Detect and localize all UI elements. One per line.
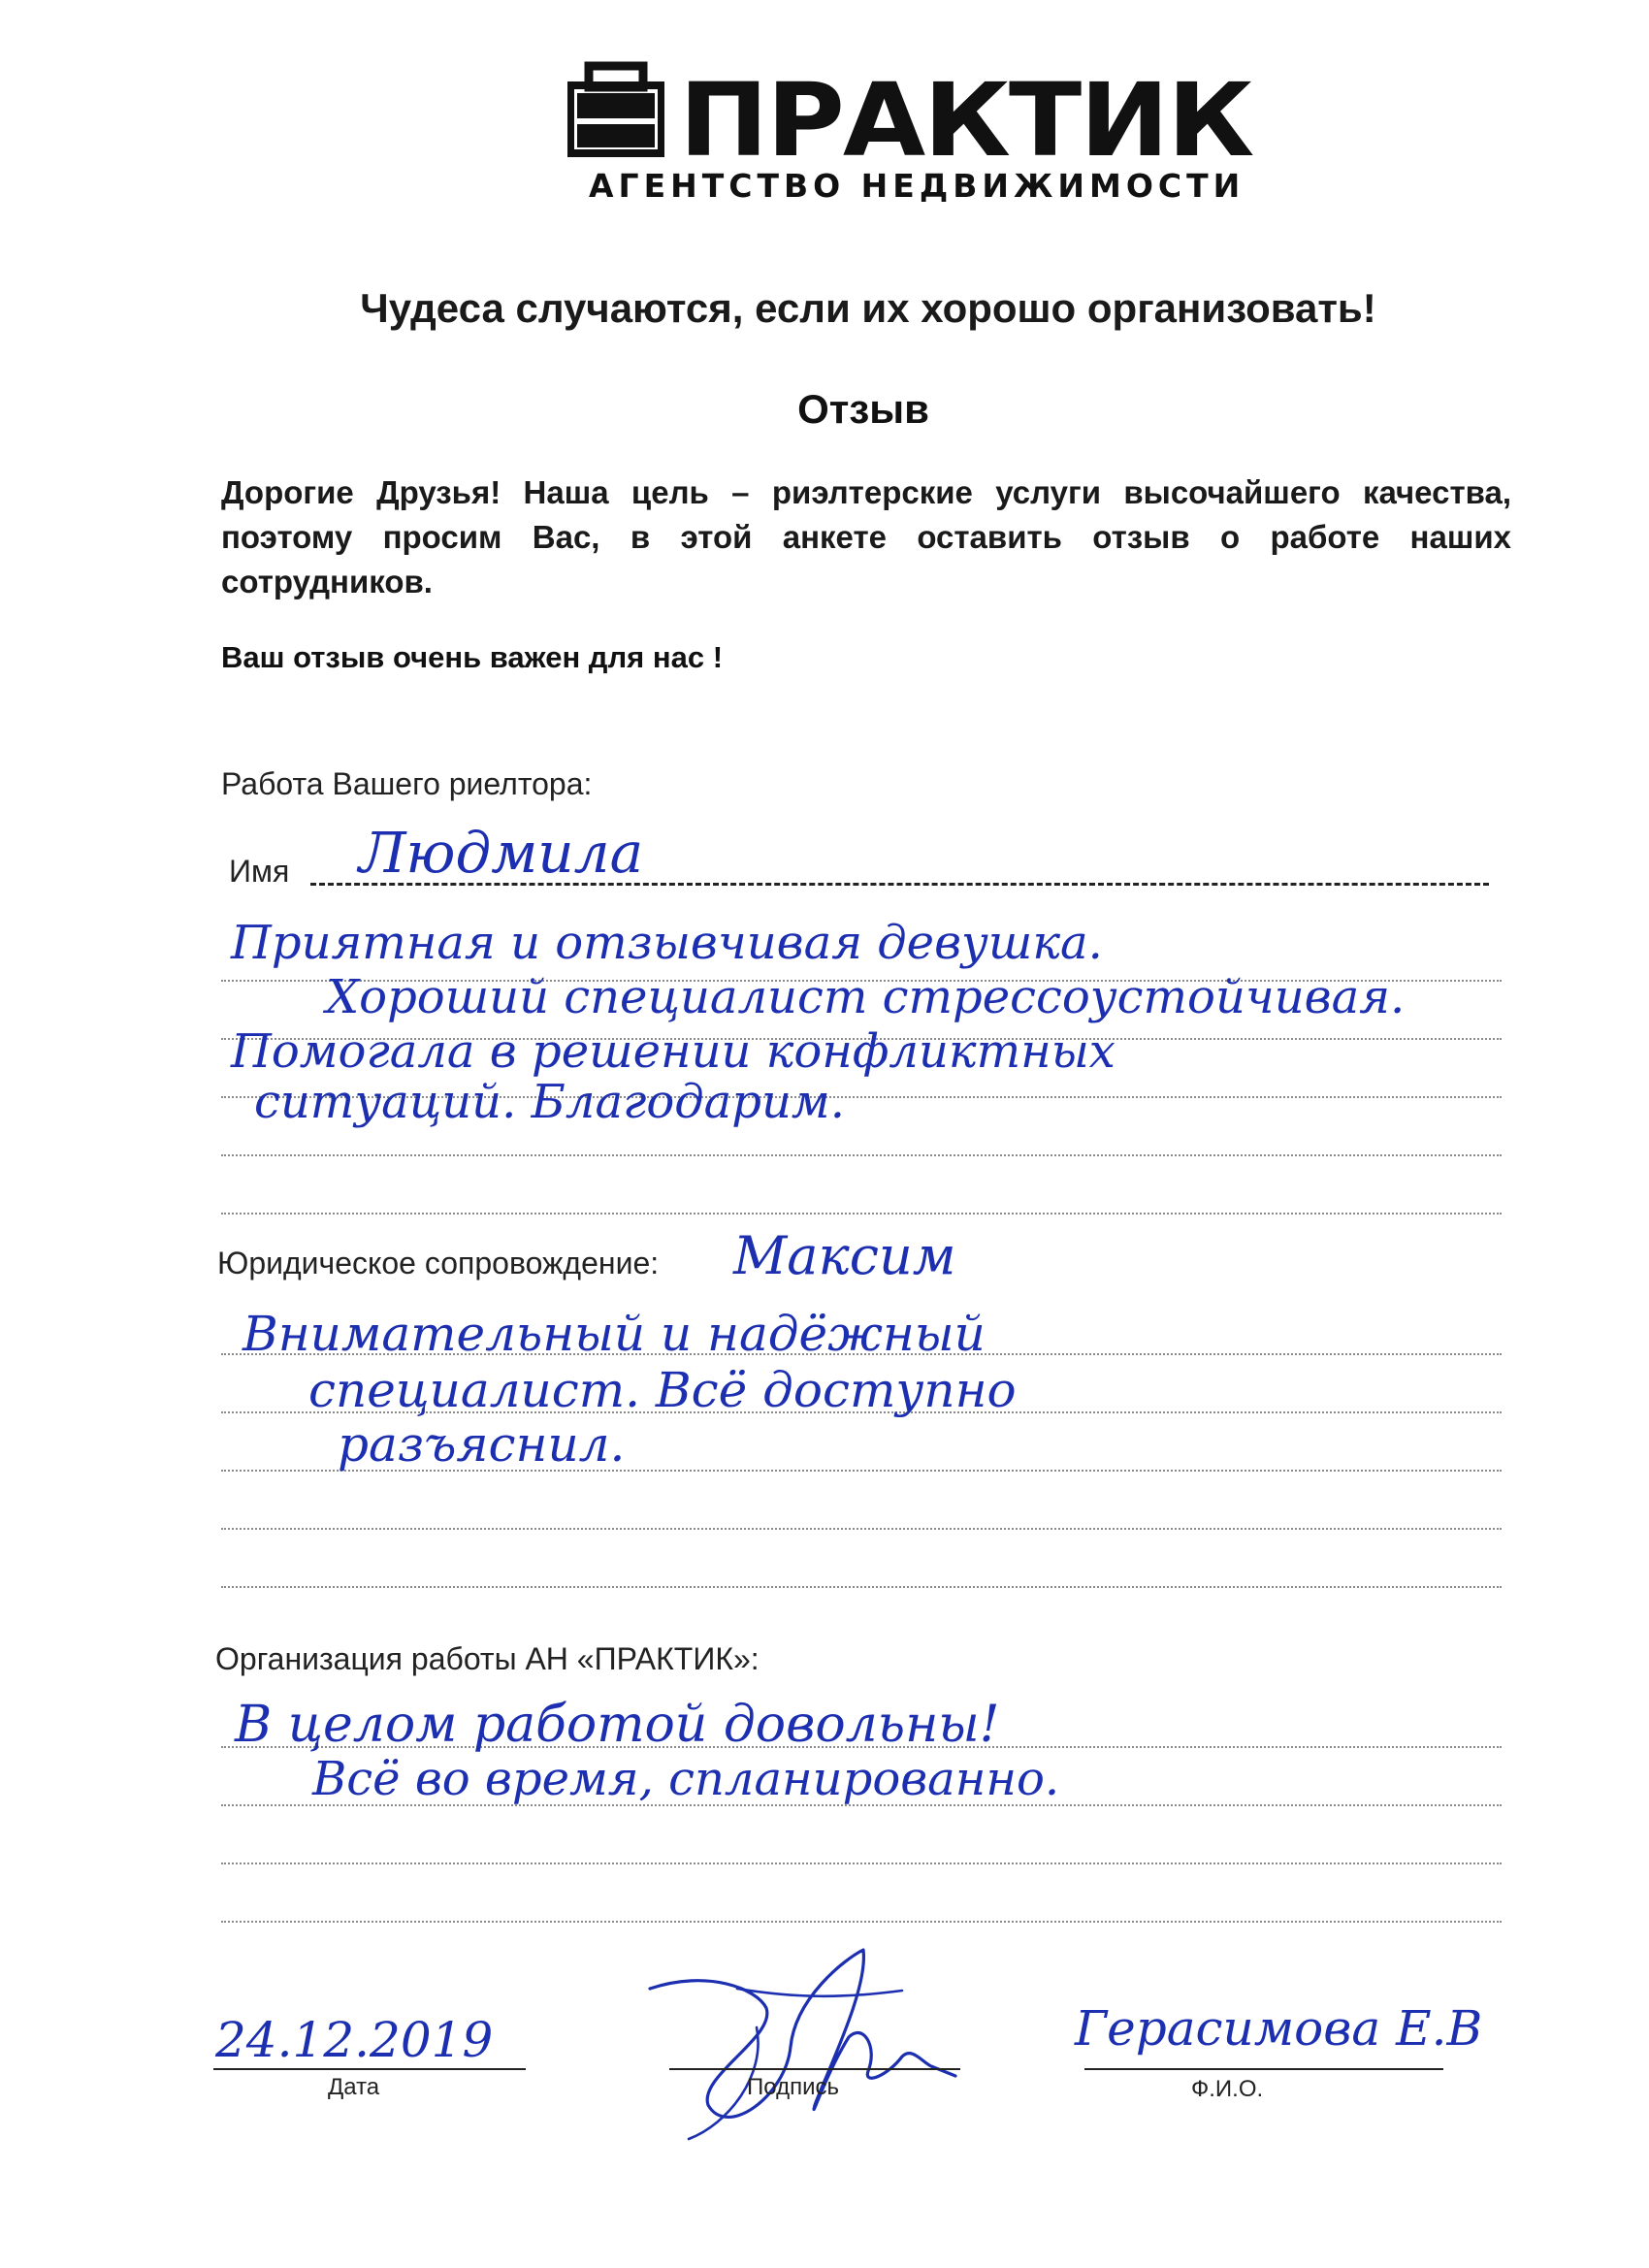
ruled-line [221, 1528, 1502, 1530]
page-title: Отзыв [797, 386, 929, 432]
realtor-comment-line: ситуаций. Благодарим. [254, 1075, 845, 1129]
slogan: Чудеса случаются, если их хорошо организовать! [360, 285, 1376, 331]
date-caption: Дата [328, 2074, 380, 2100]
ruled-line [221, 1863, 1502, 1864]
realtor-comment-line: Приятная и отзывчивая девушка. [231, 916, 1103, 970]
fio-underline [1084, 2068, 1443, 2070]
legal-comment-line: Внимательный и надёжный [242, 1306, 986, 1362]
organization-comment-line: Всё во время, спланированно. [312, 1752, 1060, 1806]
name-label: Имя [229, 854, 290, 889]
intro-text: Дорогие Друзья! Наша цель – риэлтерские услуги высочайшего качества, поэтому просим Вас, в этой анкете оставить отзыв о работе наших сотрудников. [221, 474, 1511, 599]
briefcase-logo-icon [567, 60, 664, 157]
signature-caption: Подпись [747, 2074, 839, 2100]
ruled-line [221, 1921, 1502, 1923]
logo-name: ПРАКТИК [679, 61, 1253, 179]
realtor-section-label: Работа Вашего риелтора: [221, 766, 593, 801]
date-underline [213, 2068, 526, 2070]
legal-comment-line: специалист. Всё доступно [308, 1362, 1017, 1418]
important-note: Ваш отзыв очень важен для нас ! [221, 640, 724, 674]
ruled-line [221, 1586, 1502, 1588]
ruled-line [221, 1154, 1502, 1156]
legal-comment-line: разъяснил. [338, 1416, 626, 1473]
realtor-comment-line: Хороший специалист стрессоустойчивая. [326, 970, 1406, 1024]
realtor-comment-line: Помогала в решении конфликтных [231, 1024, 1116, 1079]
organization-comment-line: В целом работой довольны! [235, 1696, 1000, 1754]
fio-handwritten: Герасимова Е.В [1075, 2000, 1483, 2057]
ruled-line [221, 1213, 1502, 1215]
logo-subtitle: АГЕНТСТВО НЕДВИЖИМОСТИ [589, 167, 1245, 205]
signature-underline [669, 2068, 960, 2070]
legal-name-handwritten: Максим [733, 1225, 956, 1286]
organization-section-label: Организация работы АН «ПРАКТИК»: [215, 1641, 760, 1676]
realtor-name-handwritten: Людмила [359, 820, 644, 886]
handwritten-signature [621, 1930, 970, 2154]
date-handwritten: 24.12.2019 [215, 2012, 494, 2068]
fio-caption: Ф.И.О. [1191, 2076, 1264, 2102]
legal-section-label: Юридическое сопровождение: [217, 1246, 660, 1280]
